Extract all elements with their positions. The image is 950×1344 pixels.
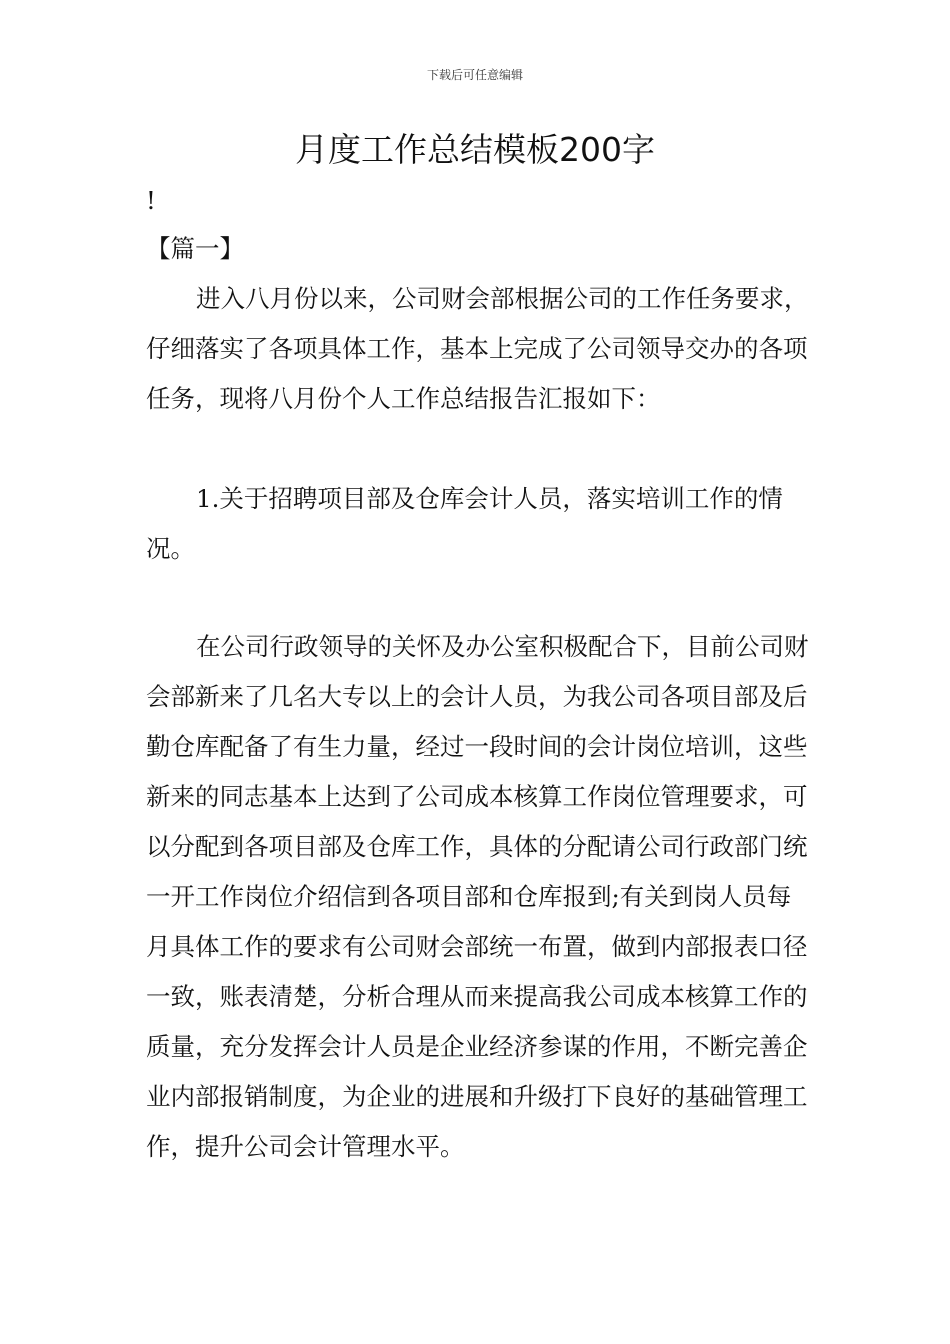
document-title: 月度工作总结模板200字 [295, 130, 655, 169]
header-note: 下载后可任意编辑 [426, 68, 523, 82]
paragraph-item-1: 1.关于招聘项目部及仓库会计人员，落实培训工作的情况。 [146, 484, 783, 563]
exclamation-mark: ! [146, 186, 156, 215]
paragraph-intro: 进入八月份以来，公司财会部根据公司的工作任务要求，仔细落实了各项具体工作，基本上完成了公司领导交办的各项任务，现将八月份个人工作总结报告汇报如下： [146, 284, 809, 413]
paragraph-detail: 在公司行政领导的关怀及办公室积极配合下，目前公司财会部新来了几名大专以上的会计人员，为我公司各项目部及后勤仓库配备了有生力量，经过一段时间的会计岗位培训，这些新来的同志基本上达到了公司成本核算工作岗位管理要求，可以分配到各项目部及仓库工作，具体的分配请公司行政部门统一开工作岗位介绍信到各项目部和仓库报到;有关到岗人员每月具体工作的要求有公司财会部统一布置，做到内部报表口径一致，账表清楚，分析合理从而来提高我公司成本核算工作的质量，充分发挥会计人员是企业经济参谋的作用，不断完善企业内部报销制度，为企业的进展和升级打下良好的基础管理工作，提升公司会计管理水平。 [146, 632, 809, 1161]
section-label: 【篇一】 [146, 234, 244, 263]
